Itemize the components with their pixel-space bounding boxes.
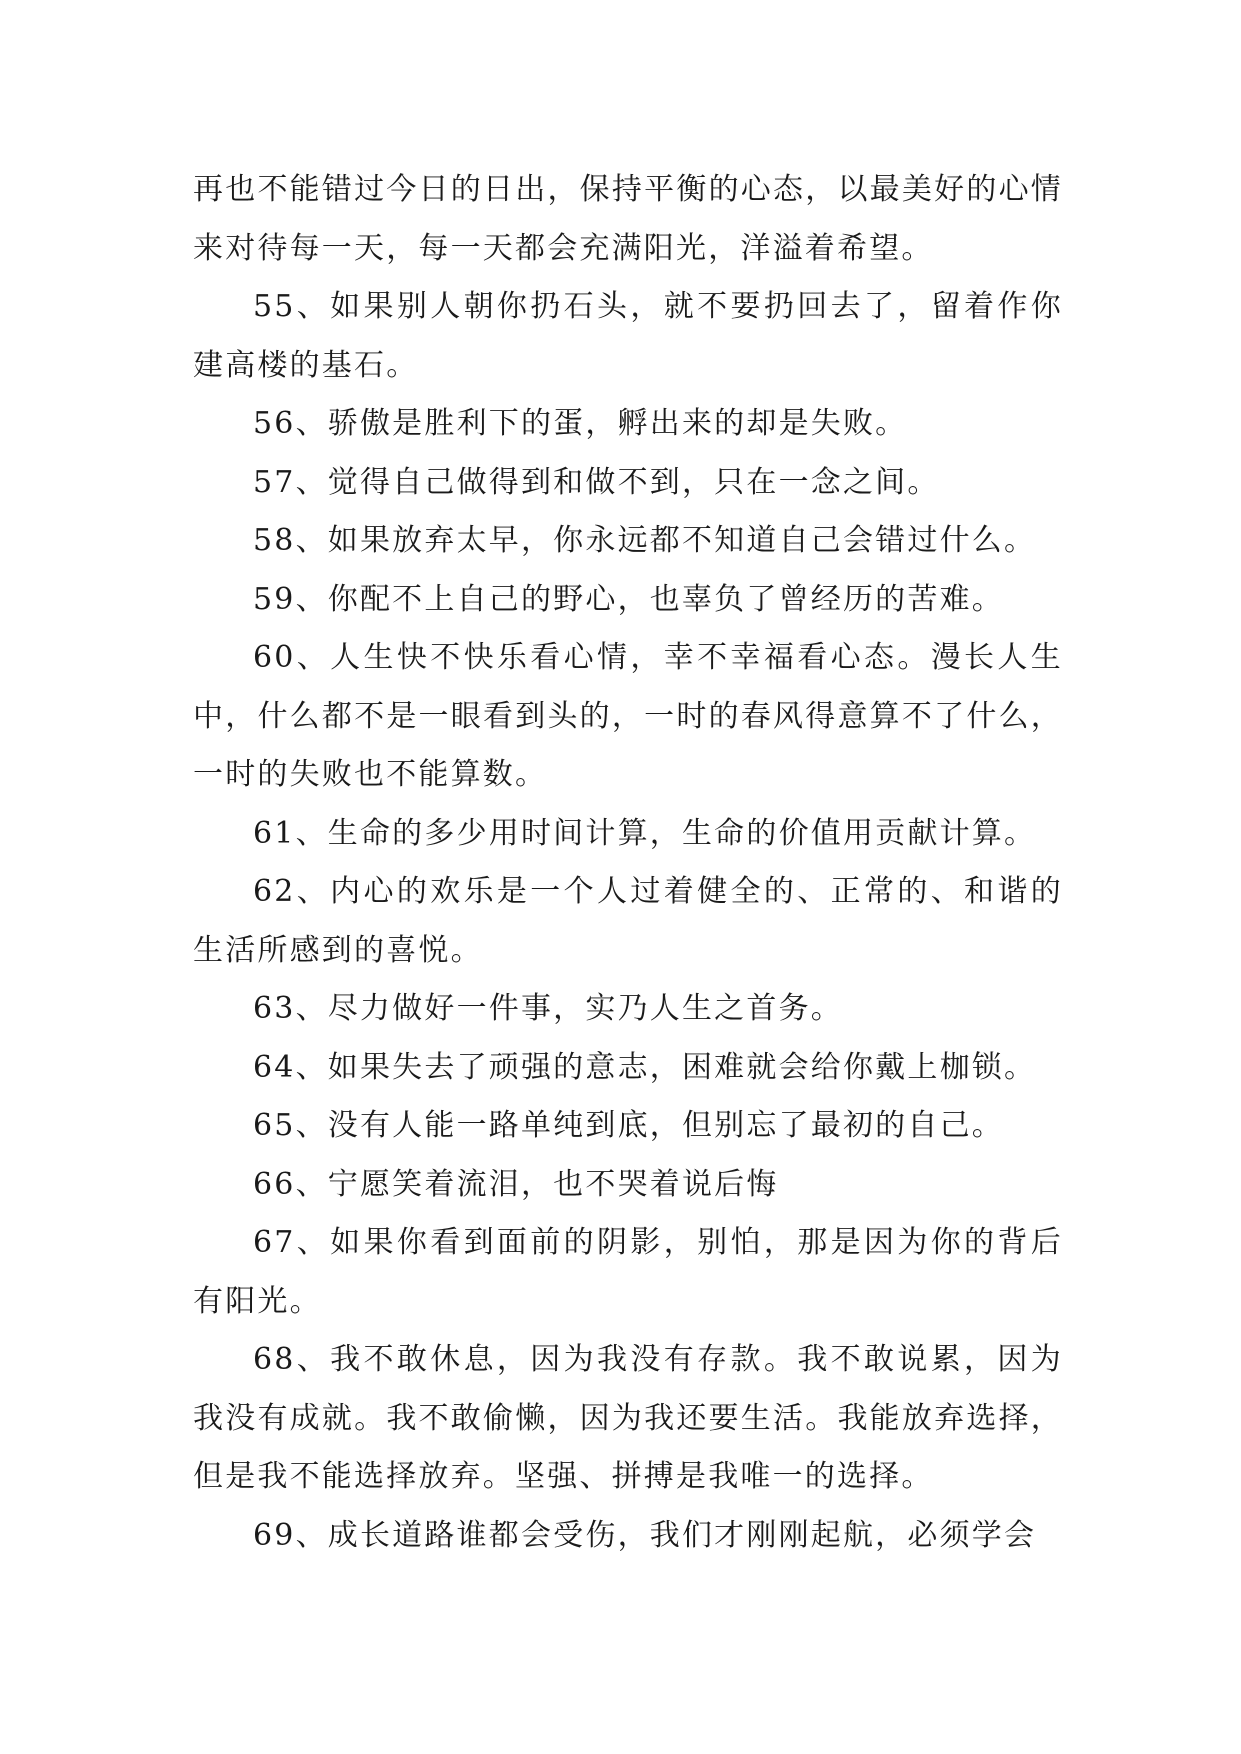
paragraph-68: 68、我不敢休息，因为我没有存款。我不敢说累，因为我没有成就。我不敢偷懒，因为我还要生活。我能放弃选择，但是我不能选择放弃。坚强、拼搏是我唯一的选择。 xyxy=(193,1342,1063,1494)
paragraph-64: 64、如果失去了顽强的意志，困难就会给你戴上枷锁。 xyxy=(253,1049,1037,1085)
document-body xyxy=(193,161,1063,1565)
paragraph-59: 59、你配不上自己的野心，也辜负了曾经历的苦难。 xyxy=(253,581,1004,617)
paragraph-continued: 再也不能错过今日的日出，保持平衡的心态，以最美好的心情来对待每一天，每一天都会充满阳光，洋溢着希望。 xyxy=(193,172,1063,266)
paragraph-63: 63、尽力做好一件事，实乃人生之首务。 xyxy=(253,991,843,1026)
paragraph-69: 69、成长道路谁都会受伤，我们才刚刚起航，必须学会 xyxy=(253,1517,1037,1553)
paragraph-55: 55、如果别人朝你扔石头，就不要扔回去了，留着作你建高楼的基石。 xyxy=(193,289,1063,383)
paragraph-61: 61、生命的多少用时间计算，生命的价值用贡献计算。 xyxy=(253,815,1037,851)
paragraph-67: 67、如果你看到面前的阴影，别怕，那是因为你的背后有阳光。 xyxy=(193,1225,1063,1319)
paragraph-56: 56、骄傲是胜利下的蛋，孵出来的却是失败。 xyxy=(253,406,908,441)
paragraph-65: 65、没有人能一路单纯到底，但别忘了最初的自己。 xyxy=(253,1108,1004,1143)
paragraph-66: 66、宁愿笑着流泪，也不哭着说后悔 xyxy=(253,1166,779,1202)
paragraph-60: 60、人生快不快乐看心情，幸不幸福看心态。漫长人生中，什么都不是一眼看到头的，一时的春风得意算不了什么，一时的失败也不能算数。 xyxy=(193,640,1063,792)
paragraph-57: 57、觉得自己做得到和做不到，只在一念之间。 xyxy=(253,464,940,500)
paragraph-58: 58、如果放弃太早，你永远都不知道自己会错过什么。 xyxy=(253,523,1037,558)
paragraph-62: 62、内心的欢乐是一个人过着健全的、正常的、和谐的生活所感到的喜悦。 xyxy=(193,874,1063,968)
